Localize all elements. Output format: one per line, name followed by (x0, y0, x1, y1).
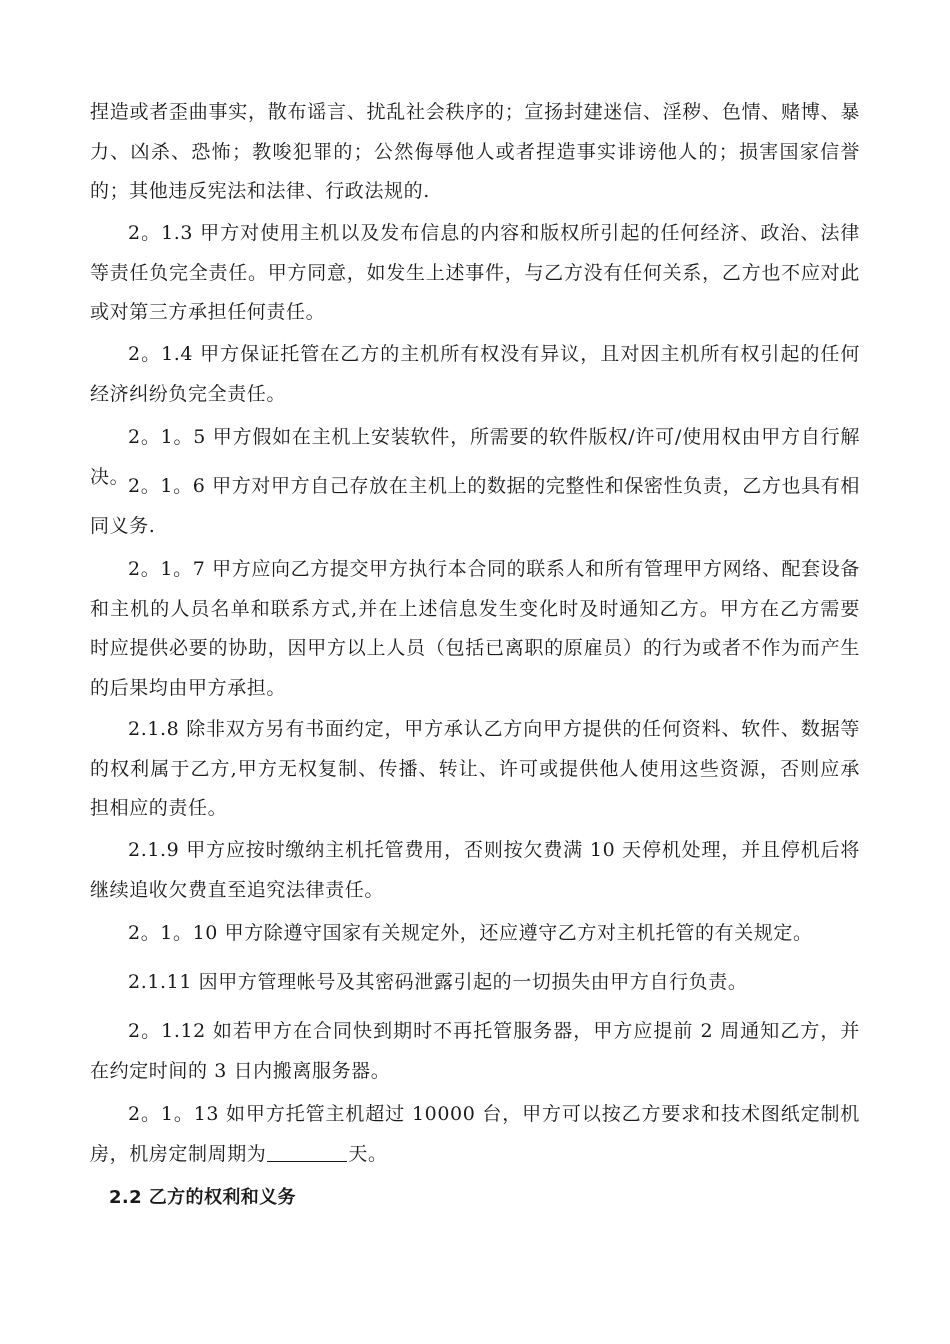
paragraph-2-1-6: 2。1。6 甲方对甲方自己存放在主机上的数据的完整性和保密性负责，乙方也具有相同义务. (90, 475, 860, 537)
paragraph-2-1-13-suffix: 天。 (348, 1142, 388, 1165)
paragraph-2-1-8: 2.1.8 除非双方另有书面约定，甲方承认乙方向甲方提供的任何资料、软件、数据等的权利属于乙方,甲方无权复制、传播、转让、许可或提供他人使用这些资源，否则应承担相应的责任。 (90, 718, 860, 819)
paragraph-2-1-13 (90, 1095, 860, 1174)
blank-fill-line[interactable] (267, 1141, 347, 1162)
paragraph-2-1-10: 2。1。10 甲方除遵守国家有关规定外，还应遵守乙方对主机托管的有关规定。 (128, 922, 813, 944)
paragraph-2-1-3: 2。1.3 甲方对使用主机以及发布信息的内容和版权所引起的任何经济、政治、法律等责任负完全责任。甲方同意，如发生上述事件，与乙方没有任何关系，乙方也不应对此或对第三方承担任何责任。 (90, 222, 860, 323)
paragraph-2-1-9: 2.1.9 甲方应按时缴纳主机托管费用，否则按欠费满 10 天停机处理，并且停机后将继续追收欠费直至追究法律责任。 (90, 839, 860, 901)
paragraph-2-1-12: 2。1.12 如若甲方在合同快到期时不再托管服务器，甲方应提前 2 周通知乙方，并在约定时间的 3 日内搬离服务器。 (90, 1020, 860, 1082)
paragraph-2-1-4: 2。1.4 甲方保证托管在乙方的主机所有权没有异议，且对因主机所有权引起的任何经济纠纷负完全责任。 (90, 343, 860, 405)
paragraph-prohibited-content: 捏造或者歪曲事实，散布谣言、扰乱社会秩序的；宣扬封建迷信、淫秽、色情、赌博、暴力、凶杀、恐怖；教唆犯罪的；公然侮辱他人或者捏造事实诽谤他人的；损害国家信誉的；其他违反宪法和法律、行政法规的. (90, 101, 860, 202)
paragraph-2-1-7: 2。1。7 甲方应向乙方提交甲方执行本合同的联系人和所有管理甲方网络、配套设备和主机的人员名单和联系方式,并在上述信息发生变化时及时通知乙方。甲方在乙方需要时应提供必要的协助，因甲方以上人员（包括已离职的原雇员）的行为或者不作为而产生的后果均由甲方承担。 (90, 558, 860, 699)
section-heading: 2.2 乙方的权利和义务 (109, 1187, 296, 1208)
paragraph-2-1-13-text: 2。1。13 如甲方托管主机超过 10000 台，甲方可以按乙方要求和技术图纸定制机房，机房定制周期为 (90, 1103, 860, 1165)
paragraph-2-1-11: 2.1.11 因甲方管理帐号及其密码泄露引起的一切损失由甲方自行负责。 (128, 971, 748, 993)
paragraph-2-1-5: 2。1。5 甲方假如在主机上安装软件，所需要的软件版权/许可/使用权由甲方自行解决。 (90, 426, 860, 488)
